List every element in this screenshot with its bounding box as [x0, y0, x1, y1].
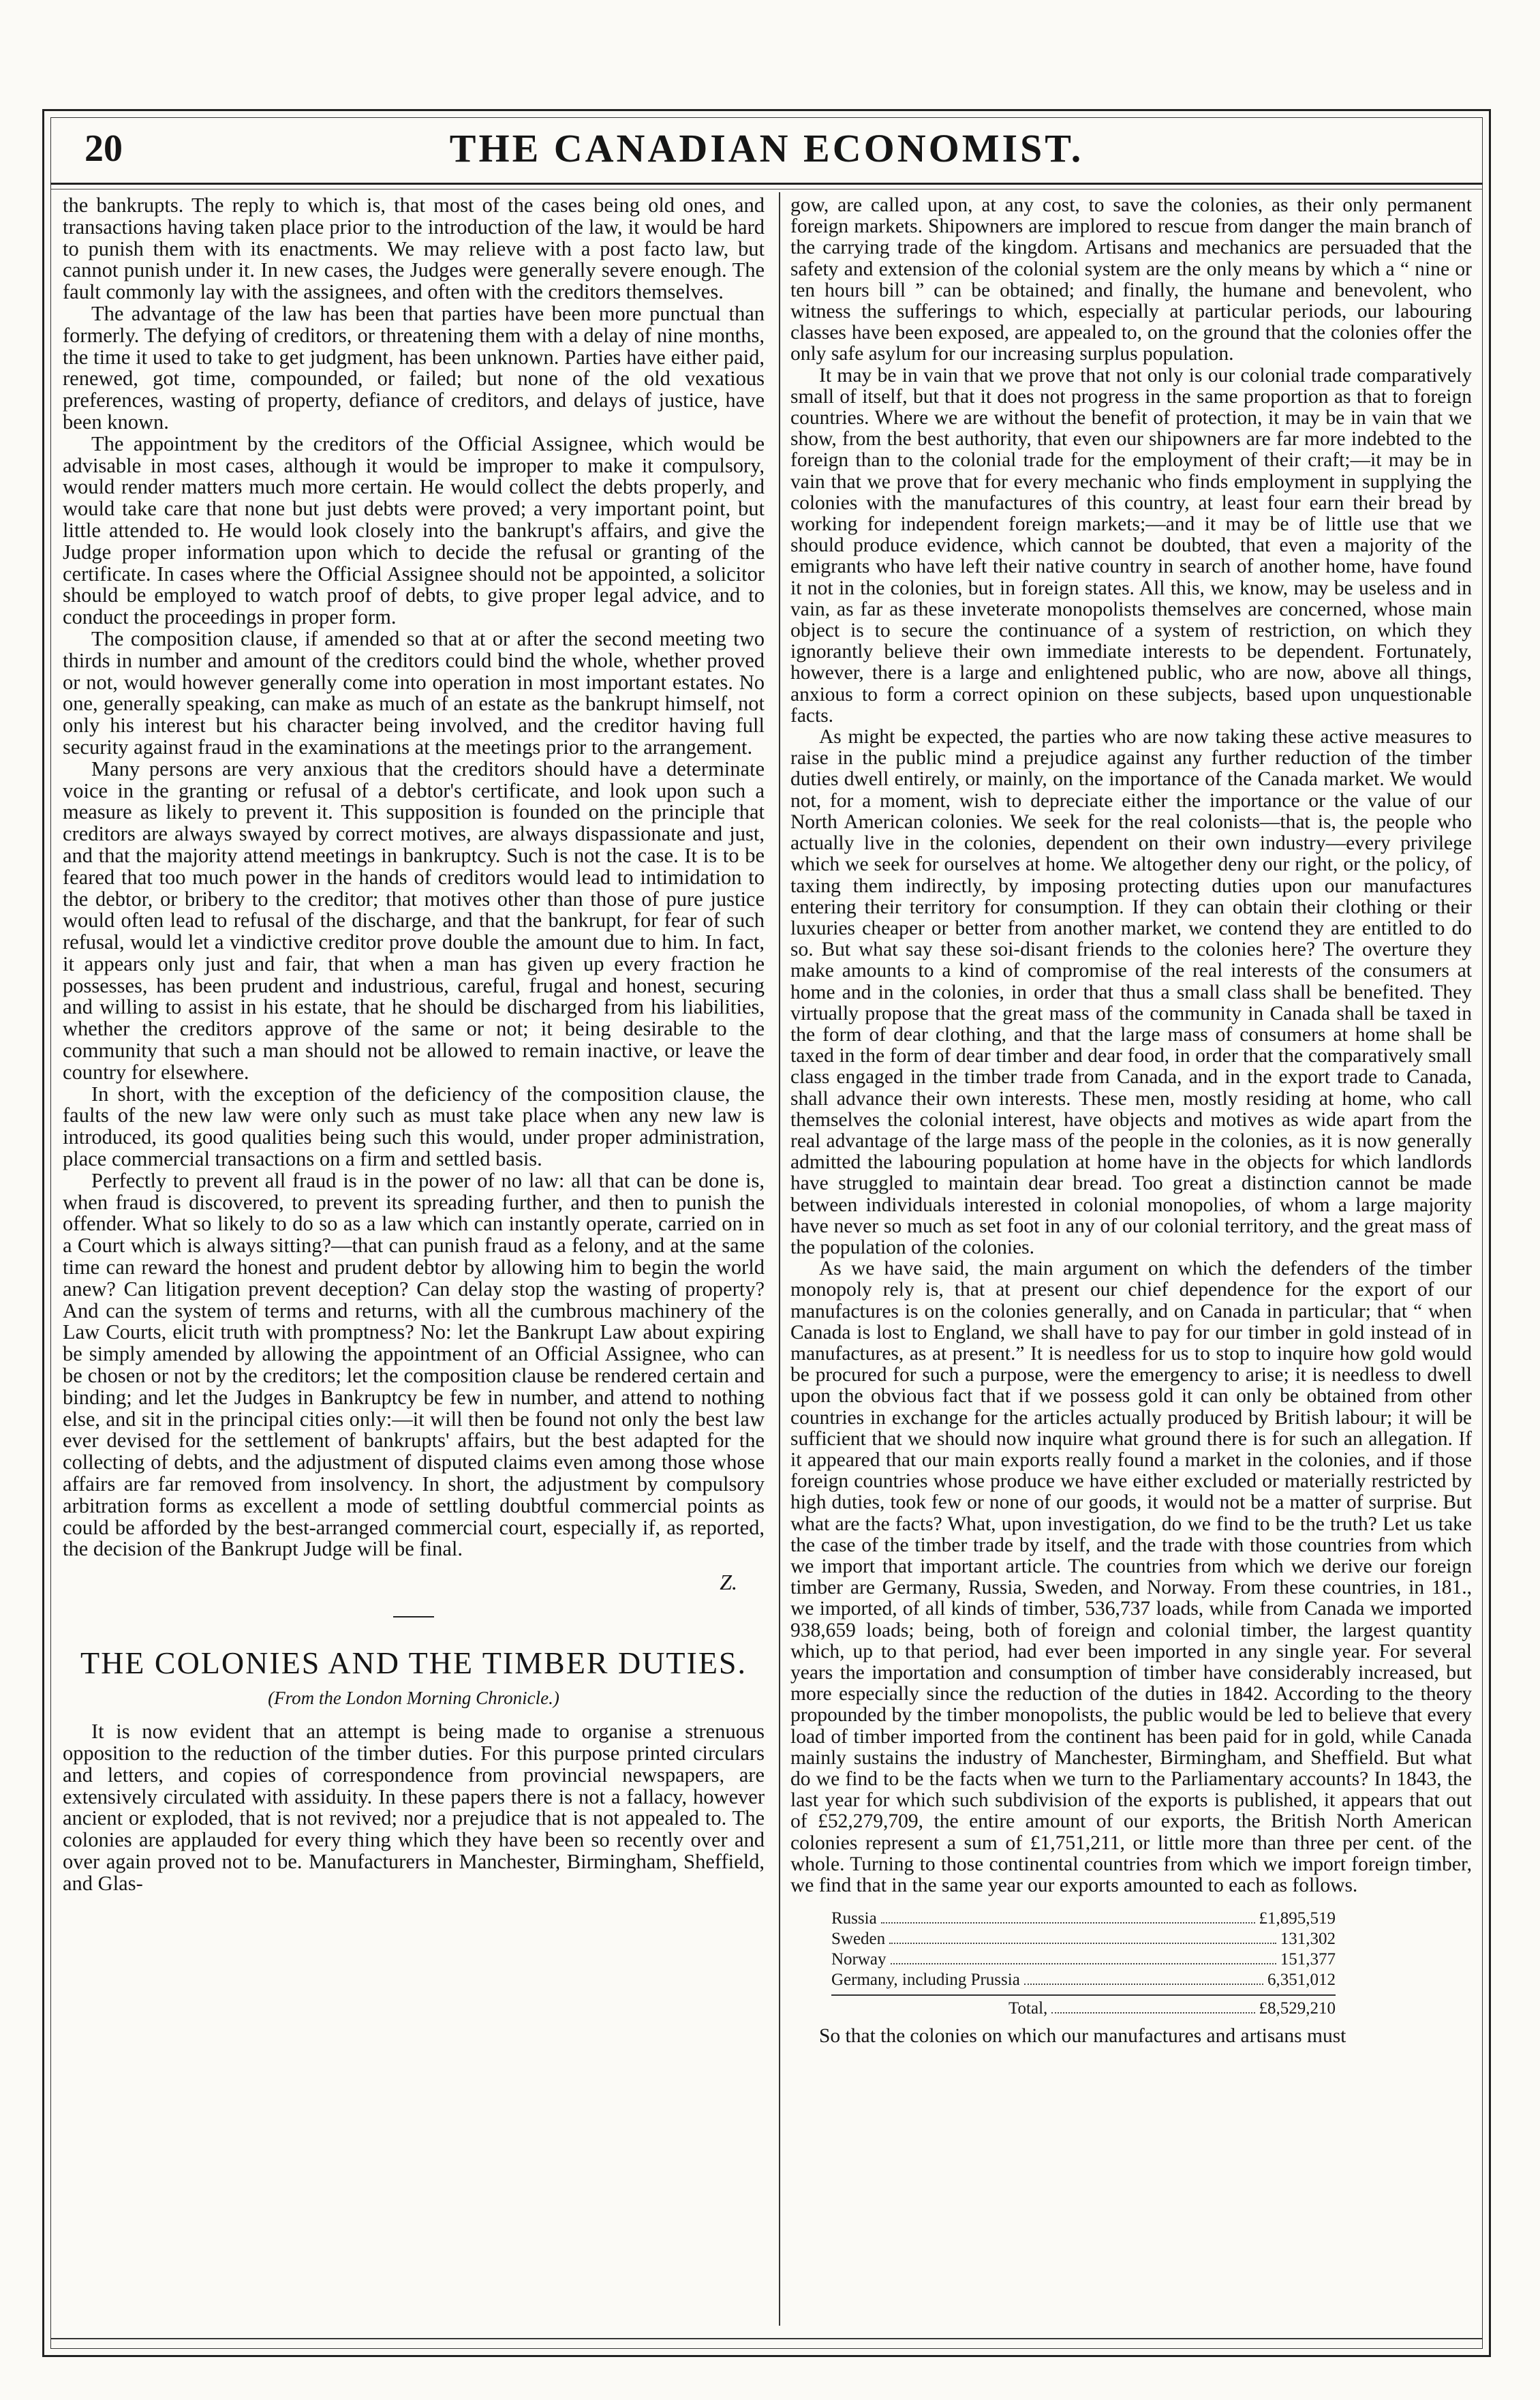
paragraph: Perfectly to prevent all fraud is in the power of no law: all that can be done is, when fraud is discovered, to prevent its spreading further, and then to punish the offender. What so likely to do so as a law which can instantly operate, carried on in a Court which is always sitting?—that can punish fraud as a felony, and at the same time can reward the honest and prudent debtor by allowing him to begin the world anew? Can litigation prevent deception? Can delay stop the wasting of property? And can the system of terms and returns, with all the cumbrous machinery of the Law Courts, elicit truth with promptness? No: let the Bankrupt Law about expiring be simply amended by allowing the appointment of an Official Assignee, who can be chosen or not by the creditors; let the composition clause be rendered certain and binding; and let the Judges in Bankruptcy be few in number, and attend to nothing else, and sit in the principal cities only:—it will then be found not only the best law ever devised for the settlement of bankrupts' affairs, but the best adapted for the collecting of debts, and the adjustment of disputed claims even among those whose affairs are far removed from insolvency. In short, the adjustment by compulsory arbitration forms as excellent a mode of settling doubtful commercial points as could be afforded by the best-arranged commercial court, especially if, as reported, the decision of the Bankrupt Judge will be final. [63, 1168, 765, 1561]
country-name: Sweden [831, 1930, 886, 1949]
article-title: THE COLONIES AND THE TIMBER DUTIES. [80, 1645, 748, 1681]
total-label: Total, [1008, 1999, 1048, 2018]
paragraph: Many persons are very anxious that the creditors should have a determinate voice in the granting or refusal of a debtor's certificate, and look upon such a measure as likely to prevent it. This supposition is founded on the principle that creditors are always swayed by correct motives, are always dispassionate and just, and that the majority attend meetings in bankruptcy. Such is not the case. It is to be feared that too much power in the hands of creditors would lead to intimidation to the debtor, or bribery to the creditor; that motives other than those of pure justice would often lead to refusal of the discharge, and that the bankrupt, for fear of such refusal, would let a vindictive creditor prove double the amount due to him. In fact, it appears only just and fair, that when a man has given up every fraction he possesses, has been prudent and industrious, careful, frugal and honest, securing and willing to assist in his estate, that he should be discharged from his liabilities, whether the creditors approve of the same or not; it being desirable to the community that such a man should not be allowed to remain inactive, or leave the country for elsewhere. [63, 757, 765, 1084]
export-amount: £1,895,519 [1259, 1909, 1336, 1928]
table-row [831, 1909, 1336, 1929]
page-number: 20 [84, 127, 123, 170]
export-amount: 131,302 [1280, 1930, 1336, 1949]
table-total-row [831, 1994, 1336, 2019]
section-divider [393, 1616, 434, 1617]
export-amount: 151,377 [1280, 1950, 1336, 1969]
footer-rule [50, 2338, 1483, 2339]
table-row [831, 1949, 1336, 1970]
header-rule [50, 183, 1483, 185]
article-source: (From the London Morning Chronicle.) [268, 1688, 559, 1709]
country-name: Norway [831, 1950, 887, 1969]
country-name: Russia [831, 1909, 877, 1928]
right-column [790, 195, 1472, 2335]
paragraph: In short, with the exception of the deficiency of the composition clause, the faults of the new law were only such as must take place when any new law is introduced, its good qualities being such this would, under proper administration, place commercial transactions on a firm and settled basis. [63, 1082, 765, 1171]
exports-table [831, 1909, 1336, 2019]
running-title: THE CANADIAN ECONOMIST. [449, 126, 1084, 170]
export-amount: 6,351,012 [1267, 1971, 1336, 1990]
country-name: Germany, including Prussia [831, 1971, 1020, 1990]
table-row [831, 1970, 1336, 1990]
paragraph: As we have said, the main argument on which the defenders of the timber monopoly rely is, that at present our chief dependence for the export of our manufactures is on the colonies generally, and on Canada in particular; that “ when Canada is lost to England, we shall have to pay for our timber in gold instead of in manufactures, as at present.” It is needless for us to stop to inquire how gold would be procured for such a purpose, were the emergency to arise; it is needless to dwell upon the obvious fact that if we possess gold it can only be obtained from other countries in exchange for the articles actually produced by British labour; it will be sufficient that we should now inquire what ground there is for such an allegation. If it appeared that our main exports really found a market in the colonies, and if those foreign countries whose produce we have either excluded or materially restricted by high duties, took few or none of our goods, it would not be a matter of surprise. But what are the facts? What, upon investigation, do we find to be the truth? Let us take the case of the timber trade by itself, and the trade with those countries from which we import that important article. The countries from which we derive our foreign timber are Germany, Russia, Sweden, and Norway. From these countries, in 181., we imported, of all kinds of timber, 536,737 loads, while from Canada we imported 938,659 loads; being, both of foreign and colonial timber, the largest quantity which, up to that period, had ever been imported in any single year. For several years the importation and consumption of timber have considerably increased, but more especially since the reduction of the duties in 1842. According to the theory propounded by the timber monopolists, the public would be led to believe that every load of timber imported from the continent has been paid for in gold, while Canada mainly sustains the industry of Manchester, Birmingham, and Sheffield. But what do we find to be the facts when we turn to the Parliamentary accounts? In 1843, the last year for which such subdivision of the exports is published, it appears that out of £52,279,709, the entire amount of our exports, the British North American colonies represent a sum of £1,751,211, or little more than three per cent. of the whole. Turning to those continental countries from which we import foreign timber, we find that in the same year our exports amounted to each as follows. [790, 1258, 1472, 1897]
left-column [63, 195, 765, 2335]
paragraph: The appointment by the creditors of the Official Assignee, which would be advisable in most cases, although it would be improper to make it compulsory, would render matters much more certain. He would collect the debts properly, and would take care that none but just debts were proved; a very important point, but little attended to. He would look closely into the bankrupt's affairs, and give the Judge proper information upon which to decide the refusal or granting of the certificate. In cases where the Official Assignee should not be appointed, a solicitor should be employed to watch proof of debts, to give proper legal advice, and to conduct the proceedings in proper form. [63, 431, 765, 629]
total-amount: £8,529,210 [1259, 1999, 1336, 2018]
table-row [831, 1929, 1336, 1949]
paragraph: gow, are called upon, at any cost, to save the colonies, as their only permanent foreign markets. Shipowners are implored to rescue from danger the main branch of the carrying trade of the kingdom. Artisans and mechanics are persuaded that the safety and extension of the colonial system are the only means by which a “ nine or ten hours bill ” can be obtained; and finally, the humane and benevolent, who witness the sufferings to which, especially at particular periods, our labouring classes have been exposed, are appealed to, on the ground that the colonies offer the only safe asylum for our increasing surplus population. [790, 195, 1472, 365]
author-signature: Z. [720, 1570, 737, 1595]
paragraph: As might be expected, the parties who are now taking these active measures to raise in the public mind a prejudice against any further reduction of the timber duties dwell entirely, or mainly, on the importance of the Canada market. We would not, for a moment, wish to depreciate either the importance or the value of our North American colonies. We seek for the real colonists—that is, the people who actually live in the colonies, dependent on their own industry—every privilege which we seek for ourselves at home. We altogether deny our right, or the policy, of taxing them indirectly, by imposing protecting duties upon our manufactures entering their territory for consumption. If they can obtain their clothing or their luxuries cheaper or better from another market, we contend they are entitled to do so. But what say these soi-disant friends to the colonies here? The overture they make amounts to a kind of compromise of the real interests of the consumers at home and in the colonies, in order that thus a small class shall be benefited. They virtually propose that the great mass of the community in Canada shall be taxed in the form of dear clothing, and that the large mass of consumers at home shall be taxed in the form of dear timber and dear food, in order that the comparatively small class engaged in the timber trade from Canada, and in the export trade to Canada, shall advance their own interests. These men, mostly residing at home, who call themselves the colonial interest, have objects and motives as wide apart from the real advantage of the large mass of the people in the colonies, as it is now generally admitted the labouring population at home have in the objects for which landlords have struggled to maintain dear bread. Too great a distinction cannot be made between individuals interested in colonial monopolies, of whom a large majority have never so much as set foot in any of our colonial territory, and the great mass of the population of the colonies. [790, 726, 1472, 1258]
column-divider [779, 192, 780, 2326]
paragraph: the bankrupts. The reply to which is, that most of the cases being old ones, and transactions having taken place prior to the introduction of the law, it would be hard to punish them with its enactments. We may relieve with a post facto law, but cannot punish under it. In new cases, the Judges were generally severe enough. The fault commonly lay with the assignees, and often with the creditors themselves. [63, 195, 765, 304]
paragraph: So that the colonies on which our manufactures and artisans must [819, 2025, 1346, 2048]
paragraph: The advantage of the law has been that parties have been more punctual than formerly. The defying of creditors, or threatening them with a delay of nine months, the time it used to take to get judgment, has been unknown. Parties have either paid, renewed, got time, compounded, or failed; but none of the old vexatious preferences, wasting of property, defiance of creditors, and delays of justice, have been known. [63, 301, 765, 434]
paragraph: It may be in vain that we prove that not only is our colonial trade comparatively small of itself, but that it does not progress in the same proportion as that to foreign countries. Where we are without the benefit of protection, it may be in vain that we show, from the best authority, that even our shipowners are far more indebted to the foreign than to the colonial trade for the employment of their craft;—it may be in vain that we prove that for every mechanic who finds employment in supplying the colonies with the manufactures of this country, at least four earn their bread by working for independent foreign markets;—and it may be of little use that we should produce evidence, which cannot be doubted, that even a majority of the emigrants who have left their native country in search of another home, have found it not in the colonies, but in foreign states. All this, we know, may be useless and in vain, as far as these inveterate monopolists themselves are concerned, whose main object is to secure the continuance of a system of restriction, on which they ignorantly believe their own immediate interests to be dependent. Fortunately, however, there is a large and enlightened public, who are now, above all things, anxious to form a correct opinion on these subjects, based upon unquestionable facts. [790, 364, 1472, 727]
paragraph: The composition clause, if amended so that at or after the second meeting two thirds in number and amount of the creditors could bind the whole, whether proved or not, would however generally come into operation in most important estates. No one, generally speaking, can make as much of an estate as the bankrupt himself, not only his interest but his character being involved, and the creditor having full security against fraud in the examinations at the meetings prior to the arrangement. [63, 626, 765, 759]
page-header [50, 123, 1483, 184]
paragraph: It is now evident that an attempt is being made to organise a strenuous opposition to the reduction of the timber duties. For this purpose printed circulars and letters, and copies of correspondence from provincial newspapers, are extensively circulated with assiduity. In these papers there is not a fallacy, however ancient or exploded, that is not revived; nor a prejudice that is not appealed to. The colonies are applauded for every thing which they have been so recently over and over again proved not to be. Manufacturers in Manchester, Birmingham, Sheffield, and Glas- [63, 1720, 765, 1895]
